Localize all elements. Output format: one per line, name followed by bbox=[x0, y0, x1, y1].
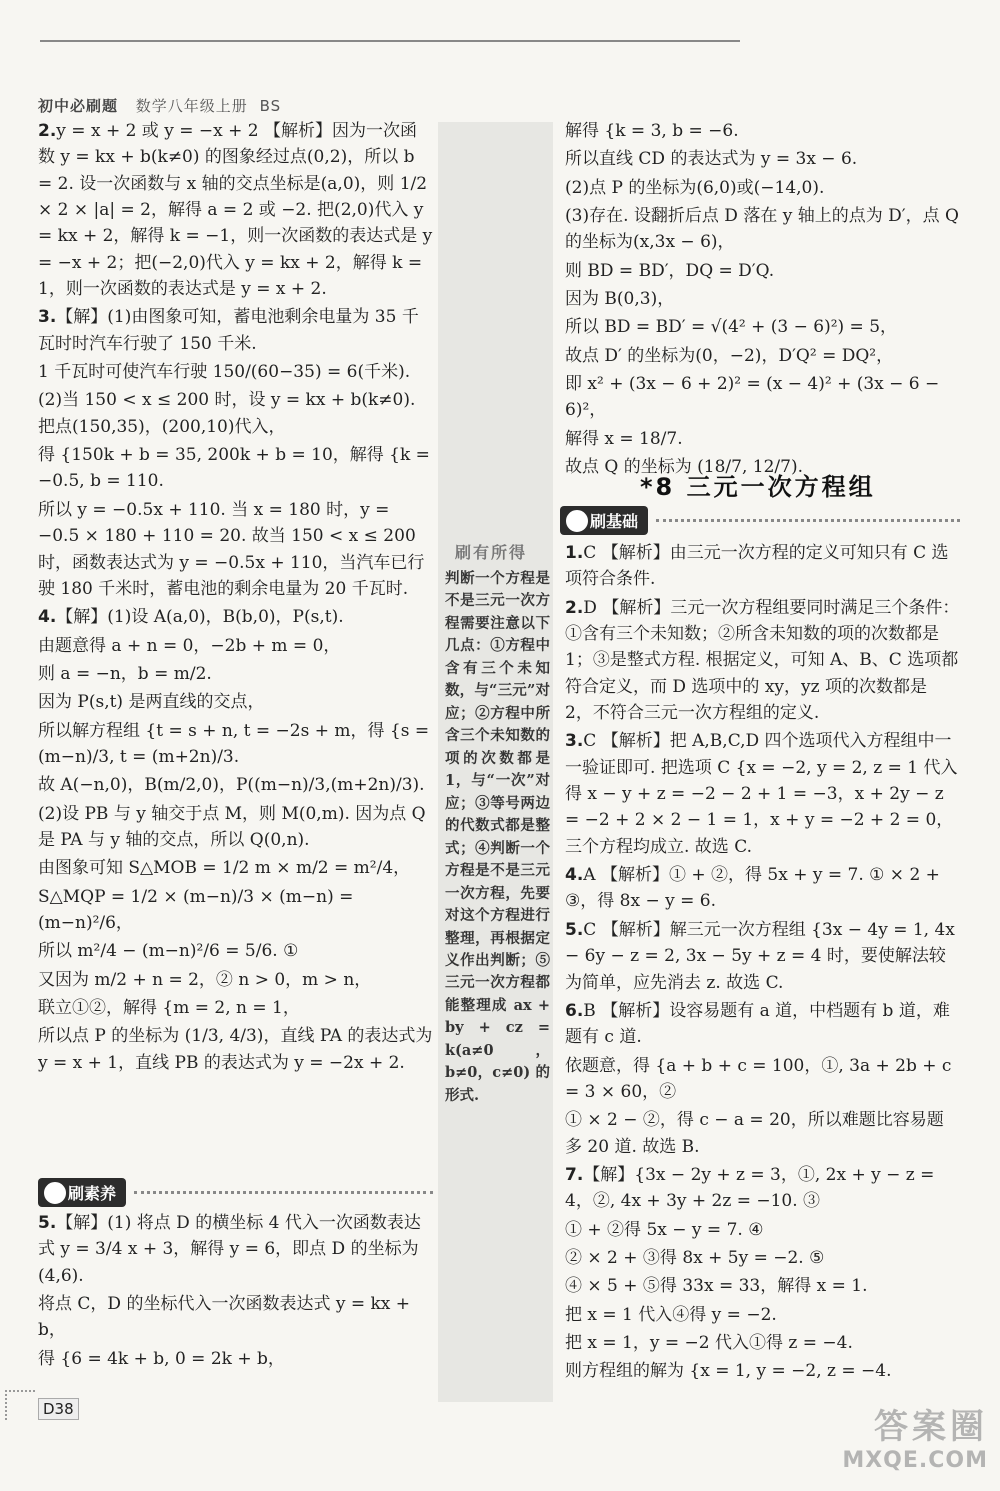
answer-line bbox=[38, 359, 433, 385]
answer-line bbox=[38, 718, 433, 771]
banner-label: 刷基础 bbox=[590, 511, 639, 531]
question-number: 2. bbox=[38, 121, 57, 141]
answer-line bbox=[565, 1330, 960, 1356]
answer-line bbox=[565, 1273, 960, 1299]
question-number: 6. bbox=[565, 1000, 584, 1021]
answer-line bbox=[38, 304, 433, 357]
answer-text: C 【解析】由三元一次方程的定义可知只有 C 选项符合条件. bbox=[565, 543, 949, 590]
banner-label: 刷素养 bbox=[68, 1183, 117, 1203]
answer-line bbox=[565, 917, 960, 996]
question-number: 1. bbox=[565, 543, 584, 563]
answer-text: 因为 P(s,t) 是两直线的交点， bbox=[38, 692, 265, 713]
answer-line bbox=[565, 371, 960, 424]
answer-line bbox=[38, 884, 433, 937]
answer-text: B 【解析】设容易题有 a 道，中档题有 b 道，难题有 c 道. bbox=[565, 1000, 950, 1048]
corner-decoration bbox=[5, 1390, 35, 1420]
answer-line bbox=[38, 1346, 433, 1372]
answer-line bbox=[565, 175, 960, 201]
running-header bbox=[38, 95, 281, 116]
question-number: 5. bbox=[565, 919, 584, 940]
answer-text: C 【解析】把 A,B,C,D 四个选项代入方程组中一一验证即可. 把选项 C {x = −2, y = 2, z = 1 代入得 x − y + z = −2 − 2 + 1 = −3，x + 2y − z = −2 + 2 × 2 − 1 = 1，x + y = −2 + 2 = 0，三个方程均成立. 故选 C. bbox=[565, 731, 958, 857]
right-column bbox=[565, 118, 960, 482]
answer-line bbox=[565, 1245, 960, 1271]
answer-line bbox=[38, 661, 433, 687]
subject-title: 数学八年级上册 bbox=[135, 97, 248, 115]
answer-line bbox=[38, 387, 433, 440]
answer-text: ① + ②得 5x − y = 7. ④ bbox=[565, 1219, 764, 1240]
answer-line bbox=[38, 967, 433, 993]
answer-line bbox=[565, 146, 960, 172]
answer-text: ① × 2 − ②，得 c − a = 20，所以难题比容易题多 20 道. 故选 B. bbox=[565, 1110, 944, 1157]
answer-line bbox=[38, 1023, 433, 1076]
answer-text: 所以 y = −0.5x + 110. 当 x = 180 时，y = −0.5 × 180 + 110 = 20. 故当 150 < x ≤ 200 时，函数表达式为 y = −0.5x + 110，当汽车已行驶 180 千米时，蓄电池的剩余电量为 20 千瓦时. bbox=[38, 499, 425, 599]
answer-line bbox=[565, 862, 960, 915]
answer-text: 故点 D′ 的坐标为(0，−2)，D′Q² = DQ²， bbox=[565, 345, 894, 366]
page-number: D38 bbox=[38, 1398, 79, 1420]
answer-text: 所以点 P 的坐标为 (1/3, 4/3)，直线 PA 的表达式为 y = x + 1，直线 PB 的表达式为 y = −2x + 2. bbox=[38, 1026, 433, 1073]
answer-text: 把 x = 1，y = −2 代入①得 z = −4. bbox=[565, 1332, 853, 1353]
answer-text: 由图象可知 S△MOB = 1/2 m × m/2 = m²/4， bbox=[38, 858, 411, 879]
answer-line bbox=[38, 604, 433, 630]
answer-text: 解得 x = 18/7. bbox=[565, 428, 683, 449]
answer-text: 所以直线 CD 的表达式为 y = 3x − 6. bbox=[565, 149, 858, 170]
answer-text: 则 a = −n，b = m/2. bbox=[38, 663, 212, 684]
answer-text: (2)设 PB 与 y 轴交于点 M，则 M(0,m). 因为点 Q 是 PA 与 y 轴的交点，所以 Q(0,n). bbox=[38, 803, 426, 850]
question-number: 5. bbox=[38, 1213, 57, 1233]
answer-line bbox=[38, 633, 433, 659]
top-rule bbox=[40, 40, 740, 42]
answer-text: 故点 Q 的坐标为 (18/7, 12/7). bbox=[565, 457, 803, 478]
watermark-title: 答案圈 bbox=[874, 1407, 988, 1447]
answer-line bbox=[565, 286, 960, 312]
question-number: 7. bbox=[565, 1164, 584, 1185]
answer-line bbox=[38, 118, 433, 302]
answer-text: 则方程组的解为 {x = 1, y = −2, z = −4. bbox=[565, 1361, 892, 1382]
answer-line bbox=[38, 938, 433, 964]
answer-text: 由题意得 a + n = 0，−2b + m = 0， bbox=[38, 635, 341, 656]
book-title: 初中必刷题 bbox=[38, 97, 119, 115]
question-number: 2. bbox=[565, 597, 584, 618]
answer-text: D 【解析】三元一次方程组要同时满足三个条件：①含有三个未知数；②所含未知数的项的次数都是 1；③是整式方程. 根据定义，可知 A、B、C 选项都符合定义，而 D 选项中的 xy，yz 项的次数都是 2，不符合三元一次方程组的定义. bbox=[565, 597, 960, 724]
answer-text: ② × 2 + ③得 8x + 5y = −2. ⑤ bbox=[565, 1247, 825, 1268]
answer-text: 依题意，得 {a + b + c = 100，①, 3a + 2b + c = 3 × 60，② bbox=[565, 1055, 952, 1102]
answer-text: 又因为 m/2 + n = 2，② n > 0，m > n， bbox=[38, 969, 372, 990]
answer-text: 【解】(1)设 A(a,0)，B(b,0)，P(s,t). bbox=[56, 607, 344, 628]
book-icon bbox=[42, 1180, 68, 1206]
answer-line bbox=[38, 689, 433, 715]
question-number: 4. bbox=[565, 865, 584, 886]
answer-line bbox=[38, 1291, 433, 1344]
answer-line bbox=[565, 1217, 960, 1243]
answer-text: C 【解析】解三元一次方程组 {3x − 4y = 1, 4x − 6y − z = 2, 3x − 5y + z = 4 时，要使解法较为简单，应先消去 z. 故选 C. bbox=[565, 919, 955, 993]
answer-line bbox=[565, 1107, 960, 1160]
answer-line bbox=[38, 497, 433, 602]
answer-text: 因为 B(0,3)， bbox=[565, 289, 675, 310]
answer-text: 得 {6 = 4k + b, 0 = 2k + b， bbox=[38, 1348, 285, 1369]
watermark bbox=[842, 1399, 988, 1473]
section-banner-jichu bbox=[560, 505, 960, 535]
answer-line bbox=[38, 442, 433, 495]
answer-text: 解得 {k = 3, b = −6. bbox=[565, 121, 739, 141]
answer-text: 1 千瓦时可使汽车行驶 150/(60−35) = 6(千米). bbox=[38, 362, 411, 383]
answer-line bbox=[38, 1210, 433, 1289]
book-icon bbox=[564, 508, 590, 534]
sidebar-note: 判断一个方程是不是三元一次方程需要注意以下几点：①方程中含有三个未知数，与“三元”对应；②方程中所含三个未知数的项的次数都是1，与“一次”对应；③等号两边的代数式都是整式；④判断一个方程是不是三元一次方程，先要对这个方程进行整理，再根据定义作出判断；⑤三元一次方程都能整理成 ax + by + cz = k(a≠0，b≠0，c≠0) 的形式. bbox=[445, 570, 550, 1104]
answer-text: 将点 C，D 的坐标代入一次函数表达式 y = kx + b， bbox=[38, 1294, 411, 1341]
answer-text: ④ × 5 + ⑤得 33x = 33，解得 x = 1. bbox=[565, 1276, 868, 1297]
answer-text: 联立①②，解得 {m = 2, n = 1， bbox=[38, 998, 300, 1018]
answer-text: 所以解方程组 {t = s + n, t = −2s + m，得 {s = (m−n)/3, t = (m+2n)/3. bbox=[38, 720, 430, 767]
answer-line bbox=[38, 801, 433, 854]
answer-line bbox=[565, 203, 960, 256]
answer-line bbox=[565, 343, 960, 369]
answer-line bbox=[38, 995, 433, 1021]
answer-text: 即 x² + (3x − 6 + 2)² = (x − 4)² + (3x − 6 − 6)²， bbox=[565, 374, 940, 421]
question-number: 4. bbox=[38, 607, 57, 628]
answer-line bbox=[565, 1162, 960, 1215]
answer-line bbox=[38, 855, 433, 881]
answer-line bbox=[565, 595, 960, 727]
edition-label: BS bbox=[259, 97, 282, 115]
answer-text: (3)存在. 设翻折后点 D 落在 y 轴上的点为 D′，点 Q 的坐标为(x,3x − 6)， bbox=[565, 206, 959, 253]
answer-line bbox=[565, 1053, 960, 1106]
answer-text: 所以 BD = BD′ = √(4² + (3 − 6)²) = 5， bbox=[565, 317, 898, 338]
answer-line bbox=[565, 540, 960, 593]
answer-line bbox=[565, 1302, 960, 1328]
answer-text: 故 A(−n,0)，B(m/2,0)，P((m−n)/3,(m+2n)/3). bbox=[38, 775, 425, 796]
answer-text: 【解】(1) 将点 D 的横坐标 4 代入一次函数表达式 y = 3/4 x + 3，解得 y = 6，即点 D 的坐标为(4,6). bbox=[38, 1213, 421, 1286]
answer-line bbox=[565, 118, 960, 144]
question-number: 3. bbox=[38, 307, 57, 328]
answer-text: 把 x = 1 代入④得 y = −2. bbox=[565, 1304, 777, 1325]
answer-text: 则 BD = BD′，DQ = D′Q. bbox=[565, 260, 775, 281]
left-column bbox=[38, 118, 433, 1078]
answer-text: S△MQP = 1/2 × (m−n)/3 × (m−n) = (m−n)²/6， bbox=[38, 886, 354, 933]
right-column-tail bbox=[565, 540, 960, 1387]
answer-line bbox=[565, 728, 960, 860]
answer-text: 【解】(1)由图象可知，蓄电池剩余电量为 35 千瓦时时汽车行驶了 150 千米. bbox=[38, 307, 419, 354]
answer-line bbox=[565, 998, 960, 1051]
answer-text: 【解】{3x − 2y + z = 3，①, 2x + y − z = 4，②, 4x + 3y + 2z = −10. ③ bbox=[565, 1164, 935, 1212]
left-column-tail bbox=[38, 1210, 433, 1374]
section-banner-suyang bbox=[38, 1177, 433, 1207]
section-title: *8 三元一次方程组 bbox=[640, 473, 876, 501]
question-number: 3. bbox=[565, 731, 584, 752]
answer-text: 得 {150k + b = 35, 200k + b = 10，解得 {k = −0.5, b = 110. bbox=[38, 445, 430, 492]
answer-line bbox=[565, 314, 960, 340]
sidebar-heading: 刷有所得 bbox=[455, 543, 528, 562]
answer-line bbox=[565, 1358, 960, 1384]
answer-text: 所以 m²/4 − (m−n)²/6 = 5/6. ① bbox=[38, 941, 299, 962]
answer-text: (2)当 150 < x ≤ 200 时，设 y = kx + b(k≠0). 把点(150,35)，(200,10)代入， bbox=[38, 390, 416, 437]
answer-text: y = x + 2 或 y = −x + 2 【解析】因为一次函数 y = kx + b(k≠0) 的图象经过点(0,2)，所以 b = 2. 设一次函数与 x 轴的交点坐标是(a,0)，则 1/2 × 2 × |a| = 2，解得 a = 2 或 −2. 把(2,0)代入 y = kx + 2，解得 k = −1，则一次函数的表达式是 y = −x + 2；把(−2,0)代入 y = kx + 2，解得 k = 1，则一次函数的表达式是 y = x + 2. bbox=[38, 121, 433, 300]
answer-text: A 【解析】① + ②，得 5x + y = 7. ① × 2 + ③，得 8x − y = 6. bbox=[565, 865, 940, 912]
answer-line bbox=[565, 426, 960, 452]
answer-line bbox=[38, 772, 433, 798]
answer-line bbox=[565, 258, 960, 284]
watermark-url: MXQE.COM bbox=[842, 1448, 988, 1473]
answer-text: (2)点 P 的坐标为(6,0)或(−14,0). bbox=[565, 177, 825, 198]
